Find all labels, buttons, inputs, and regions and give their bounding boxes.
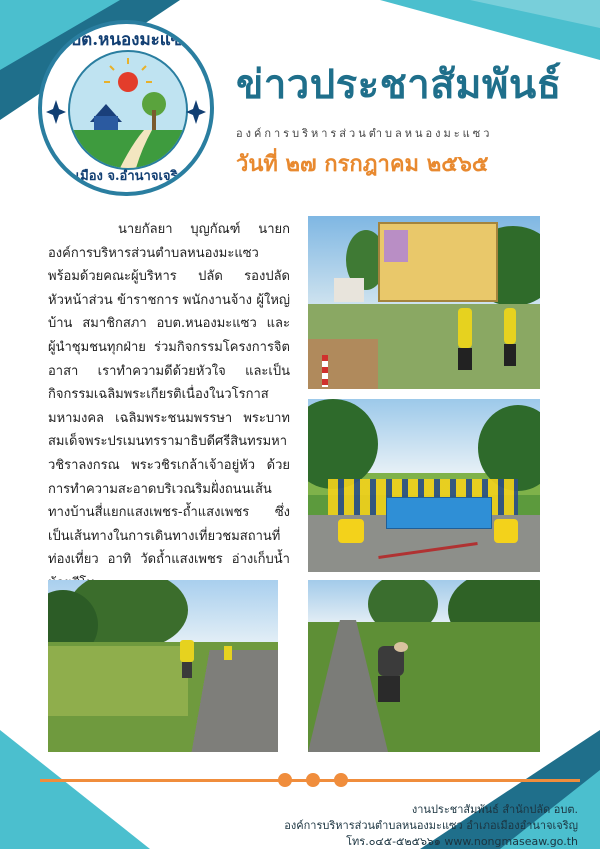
photo-roadside-right (308, 580, 540, 752)
article-body (48, 218, 290, 596)
page-title: ข่าวประชาสัมพันธ์ (236, 62, 562, 108)
photo-billboard (308, 216, 540, 389)
star-left-icon (46, 100, 66, 124)
news-date: วันที่ ๒๗ กรกฎาคม ๒๕๖๕ (236, 151, 489, 177)
emblem-scene-icon (70, 52, 186, 168)
star-right-icon (186, 100, 206, 124)
footer-dot-center (306, 773, 320, 787)
footer-dot-left (278, 773, 292, 787)
organization-logo (38, 20, 214, 196)
logo-text-bottom: อ.เมือง จ.อำนาจเจริญ (63, 169, 189, 184)
footer-line-1: งานประชาสัมพันธ์ สำนักปลัด อบต. (411, 803, 578, 816)
photo-group (308, 399, 540, 572)
footer-line-3: โทร.๐๔๕-๕๒๕๖๖๑ www.nongmaseaw.go.th (346, 835, 578, 848)
footer-line-2: องค์การบริหารส่วนตำบลหนองมะแซว อำเภอเมืองอำนาจเจริญ (284, 819, 578, 832)
page-subtitle: องค์การบริหารส่วนตำบลหนองมะแซว (236, 127, 493, 140)
logo-emblem (68, 50, 188, 170)
photo-roadside-left (48, 580, 278, 752)
article-body-text: นายกัลยา บุญกัณฑ์ นายกองค์การบริหารส่วนตำบลหนองมะแซว พร้อมด้วยคณะผู้บริหาร ปลัด รองปลัด หัวหน้าส่วน ข้าราชการ พนักงานจ้าง ผู้ใหญ่บ้าน สมาชิกสภา อบต.หนองมะแซว และผู้นำชุมชนทุกฝ่าย ร่วมกิจกรรมโครงการจิตอาสา เราทำความดีด้วยหัวใจ และเป็นกิจกรรมเฉลิมพระเกียรติเนื่องในวโรกาสมหามงคล เฉลิมพระชนมพรรษา พระบาทสมเด็จพระปรเมนทรรามาธิบดีศรีสินทรมหาวชิราลงกรณ พระวชิรเกล้าเจ้าอยู่หัว ด้วยการทำความสะอาดบริเวณริมฝั่งถนนเส้นทางบ้านสี่แยกแสงเพชร-ถ้ำแสงเพชร ซึ่งเป็นเส้นทางในการเดินทางเที่ยวชมสถานที่ท่องเที่ยว อาทิ วัดถ้ำแสงเพชร อ่างเก็บน้ำ (48, 222, 290, 568)
logo-text-top: อบต.หนองมะแซว (60, 30, 192, 50)
footer-dot-right (334, 773, 348, 787)
